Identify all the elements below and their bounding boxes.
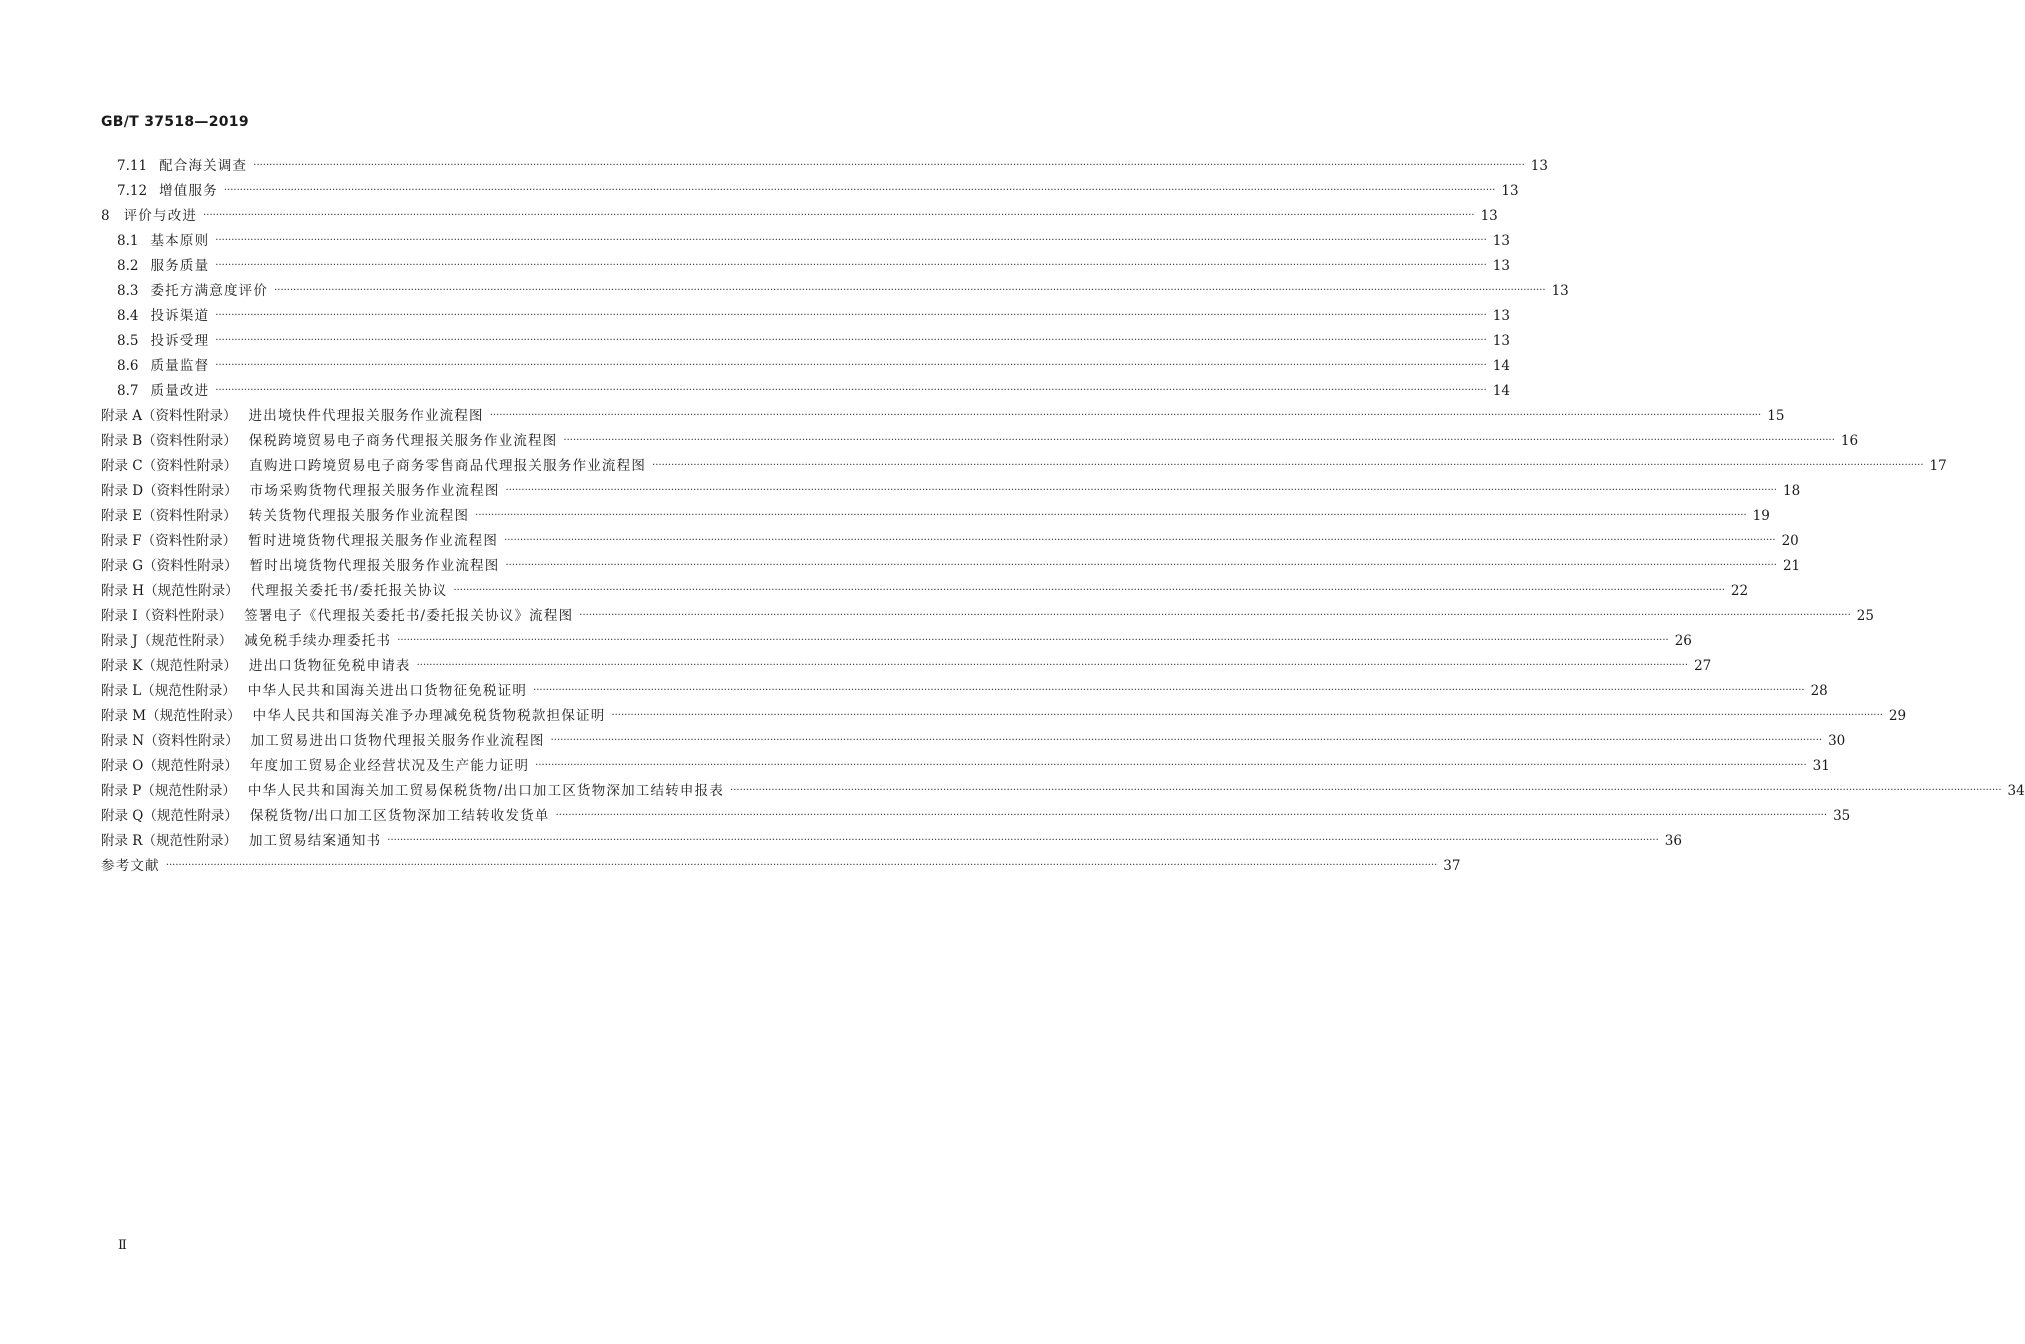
toc-entry-page: 20 bbox=[1781, 533, 1799, 549]
toc-leader-dots: ················································································································································································································································································································································································································ bbox=[215, 310, 1487, 321]
toc-entry-page: 13 bbox=[1501, 183, 1519, 199]
toc-entry[interactable] bbox=[117, 155, 1548, 177]
toc-entry[interactable] bbox=[101, 480, 1801, 502]
toc-entry-number: 附录 D（资料性附录） bbox=[101, 483, 238, 499]
toc-entry-number: 附录 H（规范性附录） bbox=[101, 583, 239, 599]
toc-entry[interactable] bbox=[101, 680, 1828, 702]
toc-entry-title: 参考文献 bbox=[101, 858, 160, 874]
toc-entry[interactable] bbox=[101, 655, 1712, 677]
toc-entry-number: 8.3 bbox=[117, 283, 139, 299]
toc-entry-page: 27 bbox=[1694, 658, 1712, 674]
toc-entry-page: 13 bbox=[1492, 233, 1510, 249]
toc-entry[interactable] bbox=[101, 855, 1461, 877]
toc-entry-title: 投诉受理 bbox=[150, 333, 210, 349]
toc-entry-number: 附录 I（资料性附录） bbox=[101, 608, 233, 624]
toc-entry-title: 评价与改进 bbox=[123, 208, 198, 224]
toc-entry-title: 进出境快件代理报关服务作业流程图 bbox=[248, 408, 484, 424]
toc-leader-dots: ················································································································································································································································································································································································································ bbox=[253, 160, 1525, 171]
toc-entry-title: 委托方满意度评价 bbox=[150, 283, 269, 299]
toc-leader-dots: ················································································································································································································································································································································································································ bbox=[215, 235, 1487, 246]
toc-entry[interactable] bbox=[117, 380, 1510, 402]
toc-entry-number: 附录 E（资料性附录） bbox=[101, 508, 237, 524]
toc-entry-title: 市场采购货物代理报关服务作业流程图 bbox=[249, 483, 500, 499]
toc-leader-dots: ················································································································································································································································································································································································································ bbox=[563, 435, 1835, 446]
toc-entry[interactable] bbox=[101, 430, 1859, 452]
toc-entry-title: 中华人民共和国海关加工贸易保税货物/出口加工区货物深加工结转申报表 bbox=[247, 783, 725, 799]
toc-entry-number: 附录 M（规范性附录） bbox=[101, 708, 241, 724]
toc-entry-number: 8.4 bbox=[117, 308, 139, 324]
toc-leader-dots: ················································································································································································································································································································································································································ bbox=[274, 285, 1546, 296]
toc-entry-number: 附录 C（资料性附录） bbox=[101, 458, 238, 474]
toc-entry-page: 13 bbox=[1480, 208, 1498, 224]
toc-entry-page: 13 bbox=[1530, 158, 1548, 174]
toc-leader-dots: ················································································································································································································································································································································································································ bbox=[555, 810, 1828, 821]
toc-leader-dots: ················································································································································································································································································································································································································ bbox=[550, 735, 1823, 746]
toc-entry-page: 14 bbox=[1492, 358, 1510, 374]
toc-entry-number: 7.12 bbox=[117, 183, 148, 199]
toc-entry-number: 附录 J（规范性附录） bbox=[101, 633, 233, 649]
toc-entry[interactable] bbox=[101, 755, 1830, 777]
toc-leader-dots: ················································································································································································································································································································································································································ bbox=[579, 610, 1851, 621]
toc-entry-number: 附录 A（资料性附录） bbox=[101, 408, 237, 424]
toc-entry-page: 21 bbox=[1782, 558, 1801, 574]
toc-entry-title: 加工贸易结案通知书 bbox=[248, 833, 382, 849]
toc-entry-title: 减免税手续办理委托书 bbox=[244, 633, 392, 649]
toc-leader-dots: ················································································································································································································································································································································································································ bbox=[489, 410, 1762, 421]
toc-leader-dots: ················································································································································································································································································································································································································ bbox=[223, 185, 1496, 196]
standard-number: GB/T 37518—2019 bbox=[101, 114, 249, 130]
toc-leader-dots: ················································································································································································································································································································································································································ bbox=[453, 585, 1725, 596]
toc-entry-title: 转关货物代理报关服务作业流程图 bbox=[248, 508, 470, 524]
toc-leader-dots: ················································································································································································································································································································································································································ bbox=[652, 460, 1924, 471]
toc-entry-number: 7.11 bbox=[117, 158, 148, 174]
toc-entry-number: 8.6 bbox=[117, 358, 139, 374]
toc-entry-page: 13 bbox=[1551, 283, 1569, 299]
toc-entry-title: 暂时进境货物代理报关服务作业流程图 bbox=[248, 533, 499, 549]
toc-entry-page: 26 bbox=[1674, 633, 1692, 649]
toc-leader-dots: ················································································································································································································································································································································································································ bbox=[203, 210, 1475, 221]
toc-entry-title: 基本原则 bbox=[150, 233, 210, 249]
toc-entry[interactable] bbox=[117, 180, 1519, 202]
toc-entry-number: 8.2 bbox=[117, 258, 139, 274]
toc-leader-dots: ················································································································································································································································································································································································································ bbox=[505, 560, 1777, 571]
toc-leader-dots: ················································································································································································································································································································································································································ bbox=[505, 485, 1778, 496]
toc-entry-title: 配合海关调查 bbox=[159, 158, 248, 174]
toc-entry-title: 服务质量 bbox=[150, 258, 210, 274]
toc-entry[interactable] bbox=[117, 280, 1569, 302]
toc-entry-page: 36 bbox=[1664, 833, 1682, 849]
toc-leader-dots: ················································································································································································································································································································································································································ bbox=[215, 360, 1487, 371]
toc-entry[interactable] bbox=[117, 330, 1510, 352]
toc-entry-title: 代理报关委托书/委托报关协议 bbox=[250, 583, 448, 599]
toc-entry-number: 附录 G（资料性附录） bbox=[101, 558, 238, 574]
toc-entry-number: 8.7 bbox=[117, 383, 139, 399]
toc-leader-dots: ················································································································································································································································································································································································································ bbox=[533, 685, 1805, 696]
toc-entry-page: 17 bbox=[1929, 458, 1947, 474]
toc-entry-title: 年度加工贸易企业经营状况及生产能力证明 bbox=[249, 758, 530, 774]
toc-entry-page: 13 bbox=[1492, 333, 1510, 349]
toc-entry-page: 16 bbox=[1840, 433, 1859, 449]
toc-entry-page: 22 bbox=[1730, 583, 1749, 599]
toc-leader-dots: ················································································································································································································································································································································································································ bbox=[215, 385, 1487, 396]
toc-entry-title: 中华人民共和国海关准予办理减免税货物税款担保证明 bbox=[252, 708, 606, 724]
toc-entry-number: 8.5 bbox=[117, 333, 139, 349]
toc-entry[interactable] bbox=[117, 305, 1510, 327]
toc-entry[interactable] bbox=[101, 805, 1851, 827]
toc-leader-dots: ················································································································································································································································································································································································································ bbox=[475, 510, 1747, 521]
toc-entry-title: 质量监督 bbox=[150, 358, 210, 374]
toc-entry-number: 附录 K（规范性附录） bbox=[101, 658, 237, 674]
toc-entry-page: 15 bbox=[1767, 408, 1785, 424]
toc-leader-dots: ················································································································································································································································································································································································································ bbox=[215, 335, 1487, 346]
toc-entry[interactable] bbox=[101, 705, 1907, 727]
toc-entry-number: 附录 B（资料性附录） bbox=[101, 433, 237, 449]
toc-entry-title: 保税货物/出口加工区货物深加工结转收发货单 bbox=[249, 808, 550, 824]
toc-entry-page: 14 bbox=[1492, 383, 1510, 399]
toc-leader-dots: ················································································································································································································································································································································································································ bbox=[611, 710, 1883, 721]
toc-entry[interactable] bbox=[101, 605, 1874, 627]
toc-leader-dots: ················································································································································································································································································································································································································ bbox=[504, 535, 1776, 546]
toc-entry-page: 13 bbox=[1492, 308, 1510, 324]
toc-entry[interactable] bbox=[101, 505, 1770, 527]
toc-entry[interactable] bbox=[101, 830, 1682, 852]
toc-entry[interactable] bbox=[101, 555, 1801, 577]
toc-entry[interactable] bbox=[117, 255, 1510, 277]
toc-entry-page: 30 bbox=[1828, 733, 1846, 749]
toc-entry-page: 31 bbox=[1812, 758, 1830, 774]
toc-entry-number: 附录 R（规范性附录） bbox=[101, 833, 237, 849]
toc-entry[interactable] bbox=[101, 580, 1749, 602]
toc-entry[interactable] bbox=[101, 405, 1785, 427]
toc-entry-page: 18 bbox=[1783, 483, 1801, 499]
toc-entry-number: 附录 L（规范性附录） bbox=[101, 683, 236, 699]
toc-entry[interactable] bbox=[101, 630, 1692, 652]
toc-entry-number: 8.1 bbox=[117, 233, 139, 249]
toc-entry-title: 保税跨境贸易电子商务代理报关服务作业流程图 bbox=[248, 433, 558, 449]
toc-leader-dots: ················································································································································································································································································································································································································ bbox=[730, 785, 2002, 796]
toc-entry-page: 34 bbox=[2007, 783, 2025, 799]
toc-entry[interactable] bbox=[101, 205, 1498, 227]
toc-entry-number: 附录 Q（规范性附录） bbox=[101, 808, 238, 824]
toc-entry-title: 质量改进 bbox=[150, 383, 210, 399]
toc-entry-number: 8 bbox=[101, 208, 110, 224]
toc-entry-page: 13 bbox=[1492, 258, 1510, 274]
toc-entry-number: 附录 N（资料性附录） bbox=[101, 733, 239, 749]
toc-entry-page: 29 bbox=[1888, 708, 1907, 724]
toc-entry[interactable] bbox=[101, 730, 1846, 752]
toc-leader-dots: ················································································································································································································································································································································································································ bbox=[165, 860, 1438, 871]
toc-entry-title: 签署电子《代理报关委托书/委托报关协议》流程图 bbox=[244, 608, 574, 624]
toc-leader-dots: ················································································································································································································································································································································································································ bbox=[387, 835, 1659, 846]
toc-entry-page: 25 bbox=[1856, 608, 1874, 624]
toc-entry-title: 直购进口跨境贸易电子商务零售商品代理报关服务作业流程图 bbox=[249, 458, 647, 474]
toc-entry-title: 投诉渠道 bbox=[150, 308, 210, 324]
toc-entry-title: 中华人民共和国海关进出口货物征免税证明 bbox=[247, 683, 528, 699]
toc-entry-title: 增值服务 bbox=[159, 183, 218, 199]
toc-leader-dots: ················································································································································································································································································································································································································ bbox=[215, 260, 1487, 271]
toc-entry-number: 附录 P（规范性附录） bbox=[101, 783, 236, 799]
toc-entry-page: 35 bbox=[1833, 808, 1851, 824]
toc-entry-title: 暂时出境货物代理报关服务作业流程图 bbox=[249, 558, 500, 574]
toc-leader-dots: ················································································································································································································································································································································································································ bbox=[397, 635, 1669, 646]
toc-entry[interactable] bbox=[117, 355, 1510, 377]
toc-entry[interactable] bbox=[101, 455, 1947, 477]
toc-leader-dots: ················································································································································································································································································································································································································ bbox=[416, 660, 1689, 671]
toc-entry-page: 28 bbox=[1810, 683, 1828, 699]
toc-leader-dots: ················································································································································································································································································································································································································ bbox=[535, 760, 1807, 771]
toc-entry-title: 加工贸易进出口货物代理报关服务作业流程图 bbox=[250, 733, 545, 749]
toc-entry-page: 19 bbox=[1752, 508, 1770, 524]
toc-entry-number: 附录 O（规范性附录） bbox=[101, 758, 238, 774]
toc-entry-page: 37 bbox=[1443, 858, 1461, 874]
toc-entry[interactable] bbox=[101, 780, 2025, 802]
toc-entry-title: 进出口货物征免税申请表 bbox=[248, 658, 411, 674]
toc-entry-number: 附录 F（资料性附录） bbox=[101, 533, 237, 549]
page-number: Ⅱ bbox=[118, 1238, 127, 1253]
toc-entry[interactable] bbox=[101, 530, 1799, 552]
toc-entry[interactable] bbox=[117, 230, 1510, 252]
